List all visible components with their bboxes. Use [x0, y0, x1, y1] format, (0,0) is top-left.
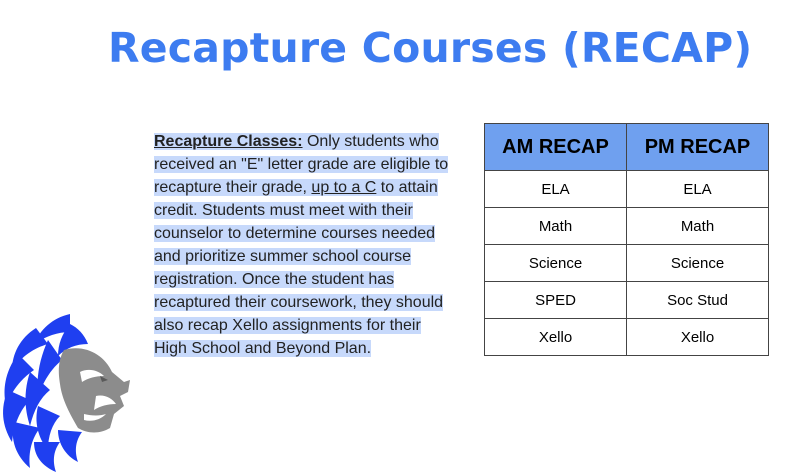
am-course-cell: ELA	[485, 171, 627, 208]
table-row	[485, 208, 769, 245]
am-course-cell: Math	[485, 208, 627, 245]
am-course-cell: SPED	[485, 282, 627, 319]
table-row	[485, 245, 769, 282]
pm-course-cell: Science	[627, 245, 769, 282]
highlighted-text	[154, 133, 448, 357]
pm-course-cell: Soc Stud	[627, 282, 769, 319]
am-course-cell: Science	[485, 245, 627, 282]
lion-head-icon	[0, 310, 140, 472]
recapture-description	[154, 130, 454, 360]
pm-recap-header: PM RECAP	[627, 124, 769, 171]
table-row	[485, 282, 769, 319]
table-header-row	[485, 124, 769, 171]
pm-course-cell: Math	[627, 208, 769, 245]
recap-schedule-table	[484, 123, 769, 356]
pm-course-cell: Xello	[627, 319, 769, 356]
description-part-1: Only students who received an "E" letter grade are eligible to recapture their grade,	[154, 133, 449, 196]
pm-course-cell: ELA	[627, 171, 769, 208]
table-row	[485, 171, 769, 208]
recapture-classes-label: Recapture Classes:	[154, 133, 303, 150]
grade-limit-text: up to a C	[311, 179, 377, 196]
am-course-cell: Xello	[485, 319, 627, 356]
table-row	[485, 319, 769, 356]
description-part-2: to attain credit. Students must meet with their counselor to determine courses needed and prioritize summer school course registration. Once the student has recaptured their coursework, they should also recap Xello assignments for their High School and Beyond Plan.	[154, 179, 444, 357]
am-recap-header: AM RECAP	[485, 124, 627, 171]
page-title: Recapture Courses (RECAP)	[108, 24, 753, 72]
